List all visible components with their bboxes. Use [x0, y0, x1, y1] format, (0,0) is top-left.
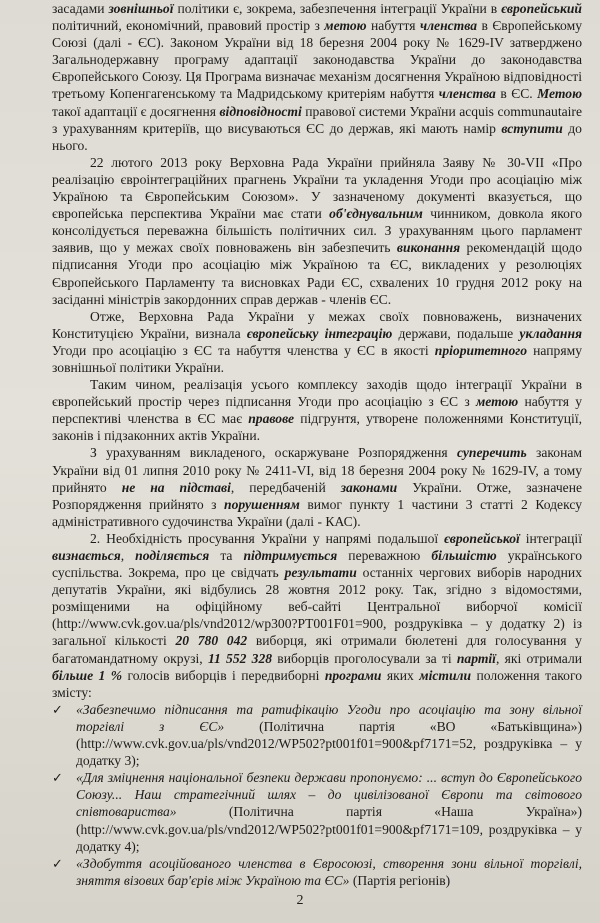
p6-run-11: результати	[284, 565, 357, 581]
p3-run-6: напряму зовнішньої політики України.	[52, 342, 582, 375]
bullet-list	[52, 701, 582, 889]
paragraph-2	[52, 154, 582, 308]
p3-run-1: європейську інтеграцію	[246, 325, 393, 341]
checkmark-icon: ✓	[52, 701, 63, 717]
p1-run-11: Метою	[537, 86, 582, 102]
paragraph-6	[52, 530, 582, 701]
p2-run-0: 22 лютого 2013 року Верховна Рада України прийняла Заяву № 30-VII «Про реалізацію євроінтеграційних прагнень України та укладення Угоди про асоціацію між Україною та Європейським Союзом». У зазначеному документі вказується, що європейська перспектива України має стати	[52, 154, 582, 222]
p6-run-10: українського суспільства. Зокрема, про це свідчать	[52, 548, 583, 581]
p1-run-0: засадами	[52, 1, 109, 16]
p6-run-20: голосів виборців і передвиборні	[122, 667, 325, 683]
p6-run-12: останніх чергових виборів народних депутатів України, які відбулись 28 жовтня 2012 року. Так, згідно з відомостями, розміщеними на офіційному веб-сайті Центральної виборчої комісії (http://www.cvk.gov.ua/pls/vnd2012/wp300?PT001F01=900, роздруківка – у додатку 2) із загальної кількості	[52, 565, 583, 649]
p5-run-5: законами	[340, 479, 398, 495]
p3-run-2: держави, подальше	[392, 325, 520, 341]
p1-run-2: політики є, зокрема, забезпечення інтеграції України в	[173, 1, 502, 16]
p2-run-4: рекомендацій щодо підписання Угоди про асоціацію між Україною та ЄС, викладених у резолюціях Європейського Парламенту та висновках Ради ЄС, схвалених 10 грудня 2012 року на засіданні міністрів закордонних справ держав - членів ЄС.	[52, 240, 582, 307]
bullet-2-run-0: «Для зміцнення національної безпеки держави пропонуємо: ... вступ до Європейського Союзу... Наш стратегічний шлях – до цивілізованої Європи та світового співтовариства»	[76, 770, 582, 820]
p1-run-6: набуття	[366, 18, 420, 34]
bullet-3-run-1: (Партія регіонів)	[349, 872, 451, 888]
p6-run-22: яких	[381, 667, 420, 683]
p3-run-4: Угоди про асоціацію з ЄС та набуття членства у ЄС в якості	[52, 342, 435, 358]
p6-run-6: та	[209, 548, 244, 563]
p6-run-4: ,	[120, 548, 136, 563]
p1-run-12: такої адаптації є досягнення	[52, 103, 220, 119]
p6-run-8: переважною	[337, 548, 432, 563]
p5-run-7: порушенням	[224, 496, 300, 512]
p5-run-0: З урахуванням викладеного, оскаржуване Розпорядження	[90, 445, 457, 461]
bullet-1-run-0: «Забезпечимо підписання та ратифікацію Угоди про асоціацію та зону вільної торгівлі з ЄС»	[76, 701, 582, 734]
p6-run-0: 2. Необхідність просування України у напрямі подальшої	[90, 530, 445, 546]
p6-run-3: визнається	[52, 548, 121, 563]
page-number: 2	[296, 893, 304, 908]
p6-run-13: 20 780 042	[175, 633, 248, 649]
bullet-item-2	[52, 769, 582, 854]
p5-run-6: України. Отже, зазначене Розпорядження прийнято з	[52, 479, 582, 512]
p6-run-21: програми	[324, 667, 382, 683]
p1-run-3: європейський	[501, 1, 582, 16]
p6-run-24: положення такого змісту:	[52, 667, 582, 700]
p1-run-1: зовнішньої	[108, 1, 174, 16]
p2-run-2: чинником, довкола якого консолідується переважна більшість політичних сил. З урахуванням цього парламент заявив, що у межах своїх повноважень він забезпечить	[52, 206, 582, 256]
p3-run-5: пріоритетного	[434, 342, 528, 358]
bullet-2-run-1: (Політична партія «Наша Україна») (http://www.cvk.gov.ua/pls/vnd2012/WP502?pt001f01=900&pf7171=109, роздруківка – у додатку 4);	[76, 804, 582, 854]
p1-run-9: членства	[438, 86, 496, 102]
p5-run-8: вимог пункту 1 частини 3 статті 2 Кодексу адміністративного судочинства України (далі - КАС).	[52, 496, 582, 529]
p6-run-9: більшістю	[431, 548, 497, 563]
paragraph-1	[52, 0, 582, 154]
p1-run-15: вступити	[501, 120, 563, 136]
p1-run-4: політичний, економічний, правовий простір з	[52, 18, 325, 34]
p1-run-10: в ЄС.	[495, 86, 538, 102]
p1-run-16: до нього.	[52, 120, 582, 153]
p1-run-13: відповідності	[219, 103, 302, 119]
checkmark-icon: ✓	[52, 770, 63, 786]
p5-run-1: суперечить	[456, 445, 527, 461]
p6-run-1: європейської	[444, 530, 520, 546]
paragraph-3	[52, 308, 582, 376]
p1-run-14: правової системи України acquis communautaire з урахуванням критеріїв, що висуваються ЄС до держав, які мають намір	[52, 103, 582, 136]
paragraph-5	[52, 444, 582, 529]
p6-run-7: підтримується	[243, 548, 338, 563]
p5-run-4: , передбаченій	[230, 479, 341, 495]
p6-run-16: виборців проголосували за ті	[272, 650, 457, 666]
p4-run-0: Таким чином, реалізація усього комплексу заходів щодо інтеграції України в європейський простір через підписання Угоди про асоціацію з ЄС з	[52, 377, 582, 410]
document-body	[52, 0, 582, 889]
p2-run-3: виконання	[396, 240, 461, 256]
p6-run-14: виборця, які отримали бюлетені для голосування у багатомандатному окрузі,	[52, 633, 582, 666]
p6-run-18: , які отримали	[495, 650, 582, 666]
p6-run-19: більше 1 %	[52, 667, 123, 683]
bullet-item-3	[52, 855, 582, 889]
p6-run-5: поділяється	[135, 548, 210, 563]
p1-run-8: в Європейському Союзі (далі - ЄС). Законом України від 18 березня 2004 року № 1629-IV затверджено Загальнодержавну програму адаптації законодавства України до законодавства Європейського Союзу. Ця Програма визначає механізм досягнення Україною відповідності третьому Копенгагенському та Мадридському критеріям набуття	[52, 18, 582, 102]
p2-run-1: об'єднувальним	[329, 206, 423, 222]
p6-run-15: 11 552 328	[207, 650, 273, 666]
bullet-3-run-0: «Здобуття асоційованого членства в Євросоюзі, створення зони вільної торгівлі, зняття візових бар'єрів між Україною та ЄС»	[76, 855, 582, 888]
p6-run-2: інтеграції	[519, 530, 582, 546]
bullet-item-1	[52, 701, 582, 769]
p4-run-2: набуття у перспективі членства в ЄС має	[52, 394, 582, 427]
paragraph-4	[52, 376, 582, 444]
p3-run-3: укладання	[519, 325, 583, 341]
p4-run-3: правове	[248, 411, 295, 427]
bullet-1-run-1: (Політична партія «ВО «Батьківщина») (http://www.cvk.gov.ua/pls/vnd2012/WP502?pt001f01=900&pf7171=52, роздруківка – у додатку 3);	[76, 718, 582, 769]
p3-run-0: Отже, Верховна Рада України у межах своїх повноважень, визначених Конституцією України, визнала	[52, 308, 582, 341]
p4-run-4: підгрунтя, утворене положеннями Конституції, законів і підзаконних актів України.	[52, 411, 582, 444]
p1-run-5: метою	[324, 18, 367, 34]
p5-run-3: не на підставі	[121, 479, 231, 495]
p4-run-1: метою	[475, 394, 519, 410]
p6-run-17: партії	[456, 650, 496, 666]
checkmark-icon: ✓	[52, 855, 63, 871]
p1-run-7: членства	[419, 18, 478, 34]
p6-run-23: містили	[419, 667, 472, 683]
p5-run-2: законам України від 01 липня 2010 року № 2411-VI, від 18 березня 2004 року № 1629-IV, а тому прийнято	[52, 445, 582, 495]
